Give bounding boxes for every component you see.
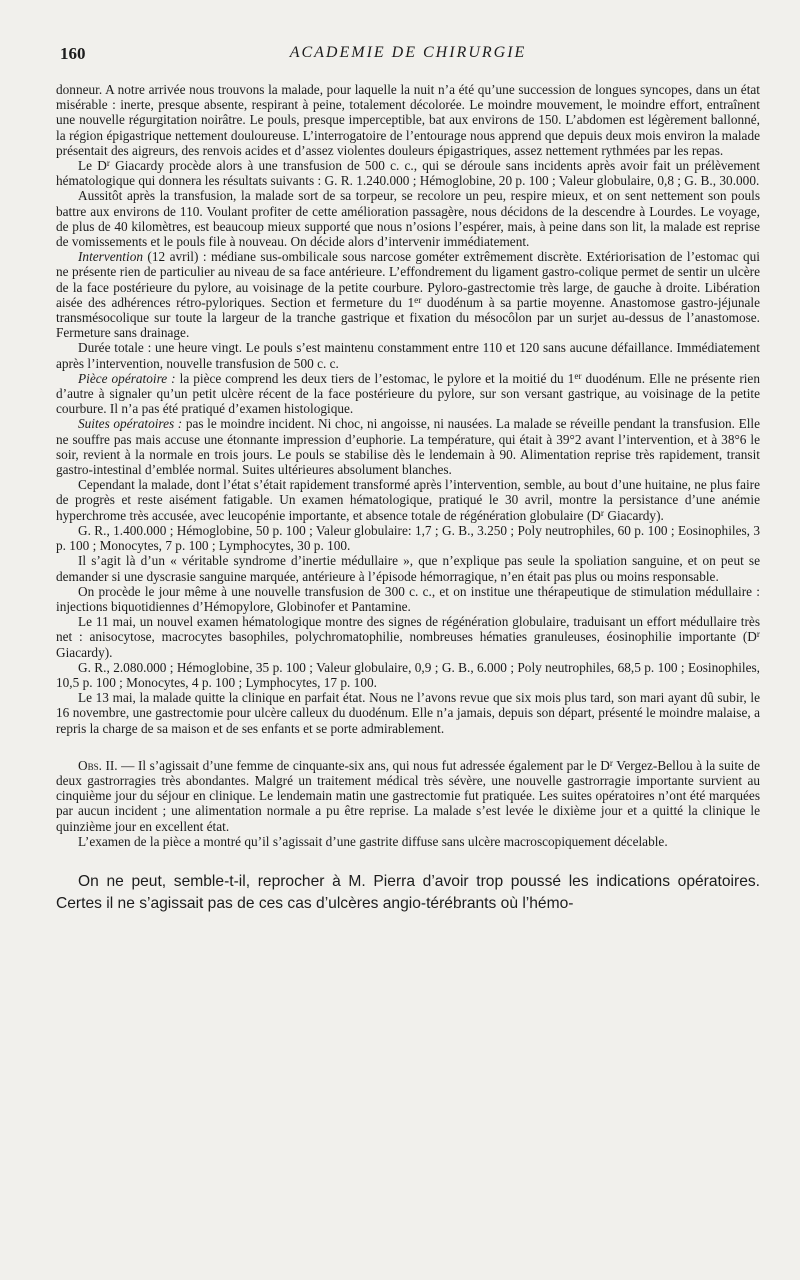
page-number: 160: [60, 44, 86, 63]
postoperative-label: Suites opératoires :: [78, 416, 183, 432]
paragraph-specimen-exam: L’examen de la pièce a montré qu’il s’agissait d’une gastrite diffuse sans ulcère macroscopiquement décelable.: [78, 833, 668, 849]
paragraph-after-transfusion: Aussitôt après la transfusion, la malade sort de sa torpeur, se recolore un peu, respire mieux, et on sent nettement son pouls battre aux environs de 110. Voulant profiter de cette amélioration passagère, nous décidons de la descendre à Lourdes. Le voyage, de plus de 40 kilomètres, est beaucoup mieux supporté que nous n’osions l’espérer, mais, à peine dans son lit, la malade est reprise de vomissements et le pouls file à nouveau. On décide alors d’intervenir immédiatement.: [56, 188, 760, 250]
paragraph-operative-specimen: Pièce opératoire : la pièce comprend les deux tiers de l’estomac, le pylore et la moitié du 1er duodénum. Elle ne présente rien d’autre à signaler qu’un petit ulcère récent de la face postérieure du pylore, sur son versant gastrique, au voisinage de la petite courbure. Il n’a pas été pratiqué d’examen histologique.: [56, 370, 760, 417]
paragraph-discharge: Le 13 mai, la malade quitte la clinique en parfait état. Nous ne l’avons revue que six mois plus tard, son mari ayant dû subir, le 16 novembre, une gastrectomie pour ulcère calleux du duodénum. Elle n’a jamais, depuis son départ, présenté le moindre malaise, a repris la charge de sa maison et de ses enfants et se porte admirablement.: [56, 690, 760, 736]
paragraph-marrow-inertia: Il s’agit là d’un « véritable syndrome d’inertie médullaire », que n’explique pas seule la spoliation sanguine, et on peut se demander si une dyscrasie sanguine marquée, antérieure à l’épisode hémorragique, n’en était pas plus ou moins responsable.: [56, 553, 760, 584]
discussion-text: [56, 871, 760, 915]
paragraph-intervention: Intervention (12 avril) : médiane sus-ombilicale sous narcose gométer extrêmement discrète. Extériorisation de l’estomac qui ne présente rien de particulier au niveau de sa face antérieure. L’effondrement du ligament gastro-colique permet de sentir un ulcère de la face postérieure du pylore, au voisinage de la petite courbure. Pyloro-gastrectomie très large, de gauche à droite. Libération aisée des adhérences rétro-pyloriques. Section et fermeture du 1er duodénum à sa partie moyenne. Anastomose gastro-jéjunale transmésocolique sur toute la largeur de la tranche gastrique et fixation du mésocôlon par un surjet au-dessus de l’anastomose. Fermeture sans drainage.: [56, 249, 760, 341]
case-report-text: [56, 82, 760, 849]
intervention-label: Intervention: [78, 249, 143, 265]
observation-label: Obs. II.: [78, 757, 118, 773]
paragraph-postoperative: Suites opératoires : pas le moindre incident. Ni choc, ni angoisse, ni nausées. La malade se réveille pendant la transfusion. Elle ne souffre pas mais accuse une étonnante impression d’euphorie. La température, qui était à 39°2 avant l’intervention, et à 38°6 le soir, revient à la normale en trois jours. Le pouls se stabilise dès le lendemain à 90. Alimentation reprise très rapidement, transit gastro-intestinal d’emblée normal. Suites ultérieures absolument blanches.: [56, 416, 760, 478]
page-header: [56, 44, 760, 68]
paragraph-first-transfusion: Le $D^r$ Giacardy procède alors à une transfusion de 500 c. c., qui se déroule sans incidents après avoir fait un prélèvement hématologique qui donnera les résultats suivants : G. R. 1.240.000 ; Hémoglobine, 20 p. 100 ; Valeur globulaire, 0,8 ; G. B., 30.000.: [56, 158, 760, 189]
running-title: ACADEMIE DE CHIRURGIE: [289, 44, 527, 61]
paragraph-regeneration: Le 11 mai, un nouvel examen hématologique montre des signes de régénération globulaire, traduisant un effort médullaire très net : anisocytose, macrocytes basophiles, polychromatophilie, nombreuses hématies granuleuses, éosinophilie importante ($D^r$ Giacardy).: [56, 614, 760, 660]
paragraph-observation-2: Obs. II. — Il s’agissait d’une femme de cinquante-six ans, qui nous fut adressée également par le $D^r$ Vergez-Bellou à la suite de deux gastrorragies très abondantes. Malgré un traitement médical très sévère, une nouvelle gastrorragie importante survient au cinquième jour du séjour en clinique. Le lendemain matin une gastrectomie fut pratiquée. Les suites opératoires n’ont été marquées par aucun incident ; une alimentation normale a pu être reprise. La malade s’est levée le dixième jour et a quitté la clinique le quinzième jour en excellent état.: [56, 757, 760, 834]
paragraph-blood-count-1: G. R., 1.400.000 ; Hémoglobine, 50 p. 100 ; Valeur globulaire: 1,7 ; G. B., 3.250 ; Poly neutrophiles, 60 p. 100 ; Eosinophiles, 3 p. 100 ; Monocytes, 7 p. 100 ; Lymphocytes, 30 p. 100.: [56, 522, 760, 554]
paragraph-discussion: On ne peut, semble-t-il, reprocher à M. Pierra d’avoir trop poussé les indications opératoires. Certes il ne s’agissait pas de ces cas d’ulcères angio-térébrants où l’hémo-: [56, 872, 760, 912]
paragraph-blood-count-2: G. R., 2.080.000 ; Hémoglobine, 35 p. 100 ; Valeur globulaire, 0,9 ; G. B., 6.000 ; Poly neutrophiles, 68,5 p. 100 ; Eosinophiles, 10,5 p. 100 ; Monocytes, 4 p. 100 ; Lymphocytes, 17 p. 100.: [56, 659, 760, 690]
paragraph-anemia: Cependant la malade, dont l’état s’était rapidement transformé après l’intervention, semble, au bout d’une huitaine, ne plus faire de progrès et reste aisément fatigable. Un examen hématologique, pratiqué le 30 avril, montre la persistance d’une anémie hyperchrome très accusée, avec leucopénie importante, et absence totale de régénération globulaire ($D^r$ Giacardy).: [56, 477, 760, 523]
paragraph-stimulation: On procède le jour même à une nouvelle transfusion de 300 c. c., et on institue une thérapeutique de stimulation médullaire : injections biquotidiennes d’Hémopylore, Globinofer et Pantamine.: [56, 583, 760, 614]
specimen-label: Pièce opératoire :: [78, 370, 176, 386]
paragraph-duration: Durée totale : une heure vingt. Le pouls s’est maintenu constamment entre 110 et 120 sans aucune défaillance. Immédiatement après l’intervention, nouvelle transfusion de 500 c. c.: [56, 340, 760, 371]
paragraph-arrival: donneur. A notre arrivée nous trouvons la malade, pour laquelle la nuit n’a été qu’une succession de longues syncopes, dans un état misérable : inerte, presque absente, respirant à peine, totalement décolorée. Le moindre mouvement, le moindre effort, entraînent une nouvelle régurgitation noirâtre. Le pouls, presque imperceptible, bat aux environs de 150. L’abdomen est légèrement ballonné, la région épigastrique nettement douloureuse. L’interrogatoire de l’entourage nous apprend que depuis deux mois environ la malade présentait des aigreurs, des renvois acides et d’assez violentes douleurs épigastriques, assez nettement rythmées par les repas.: [56, 82, 760, 158]
